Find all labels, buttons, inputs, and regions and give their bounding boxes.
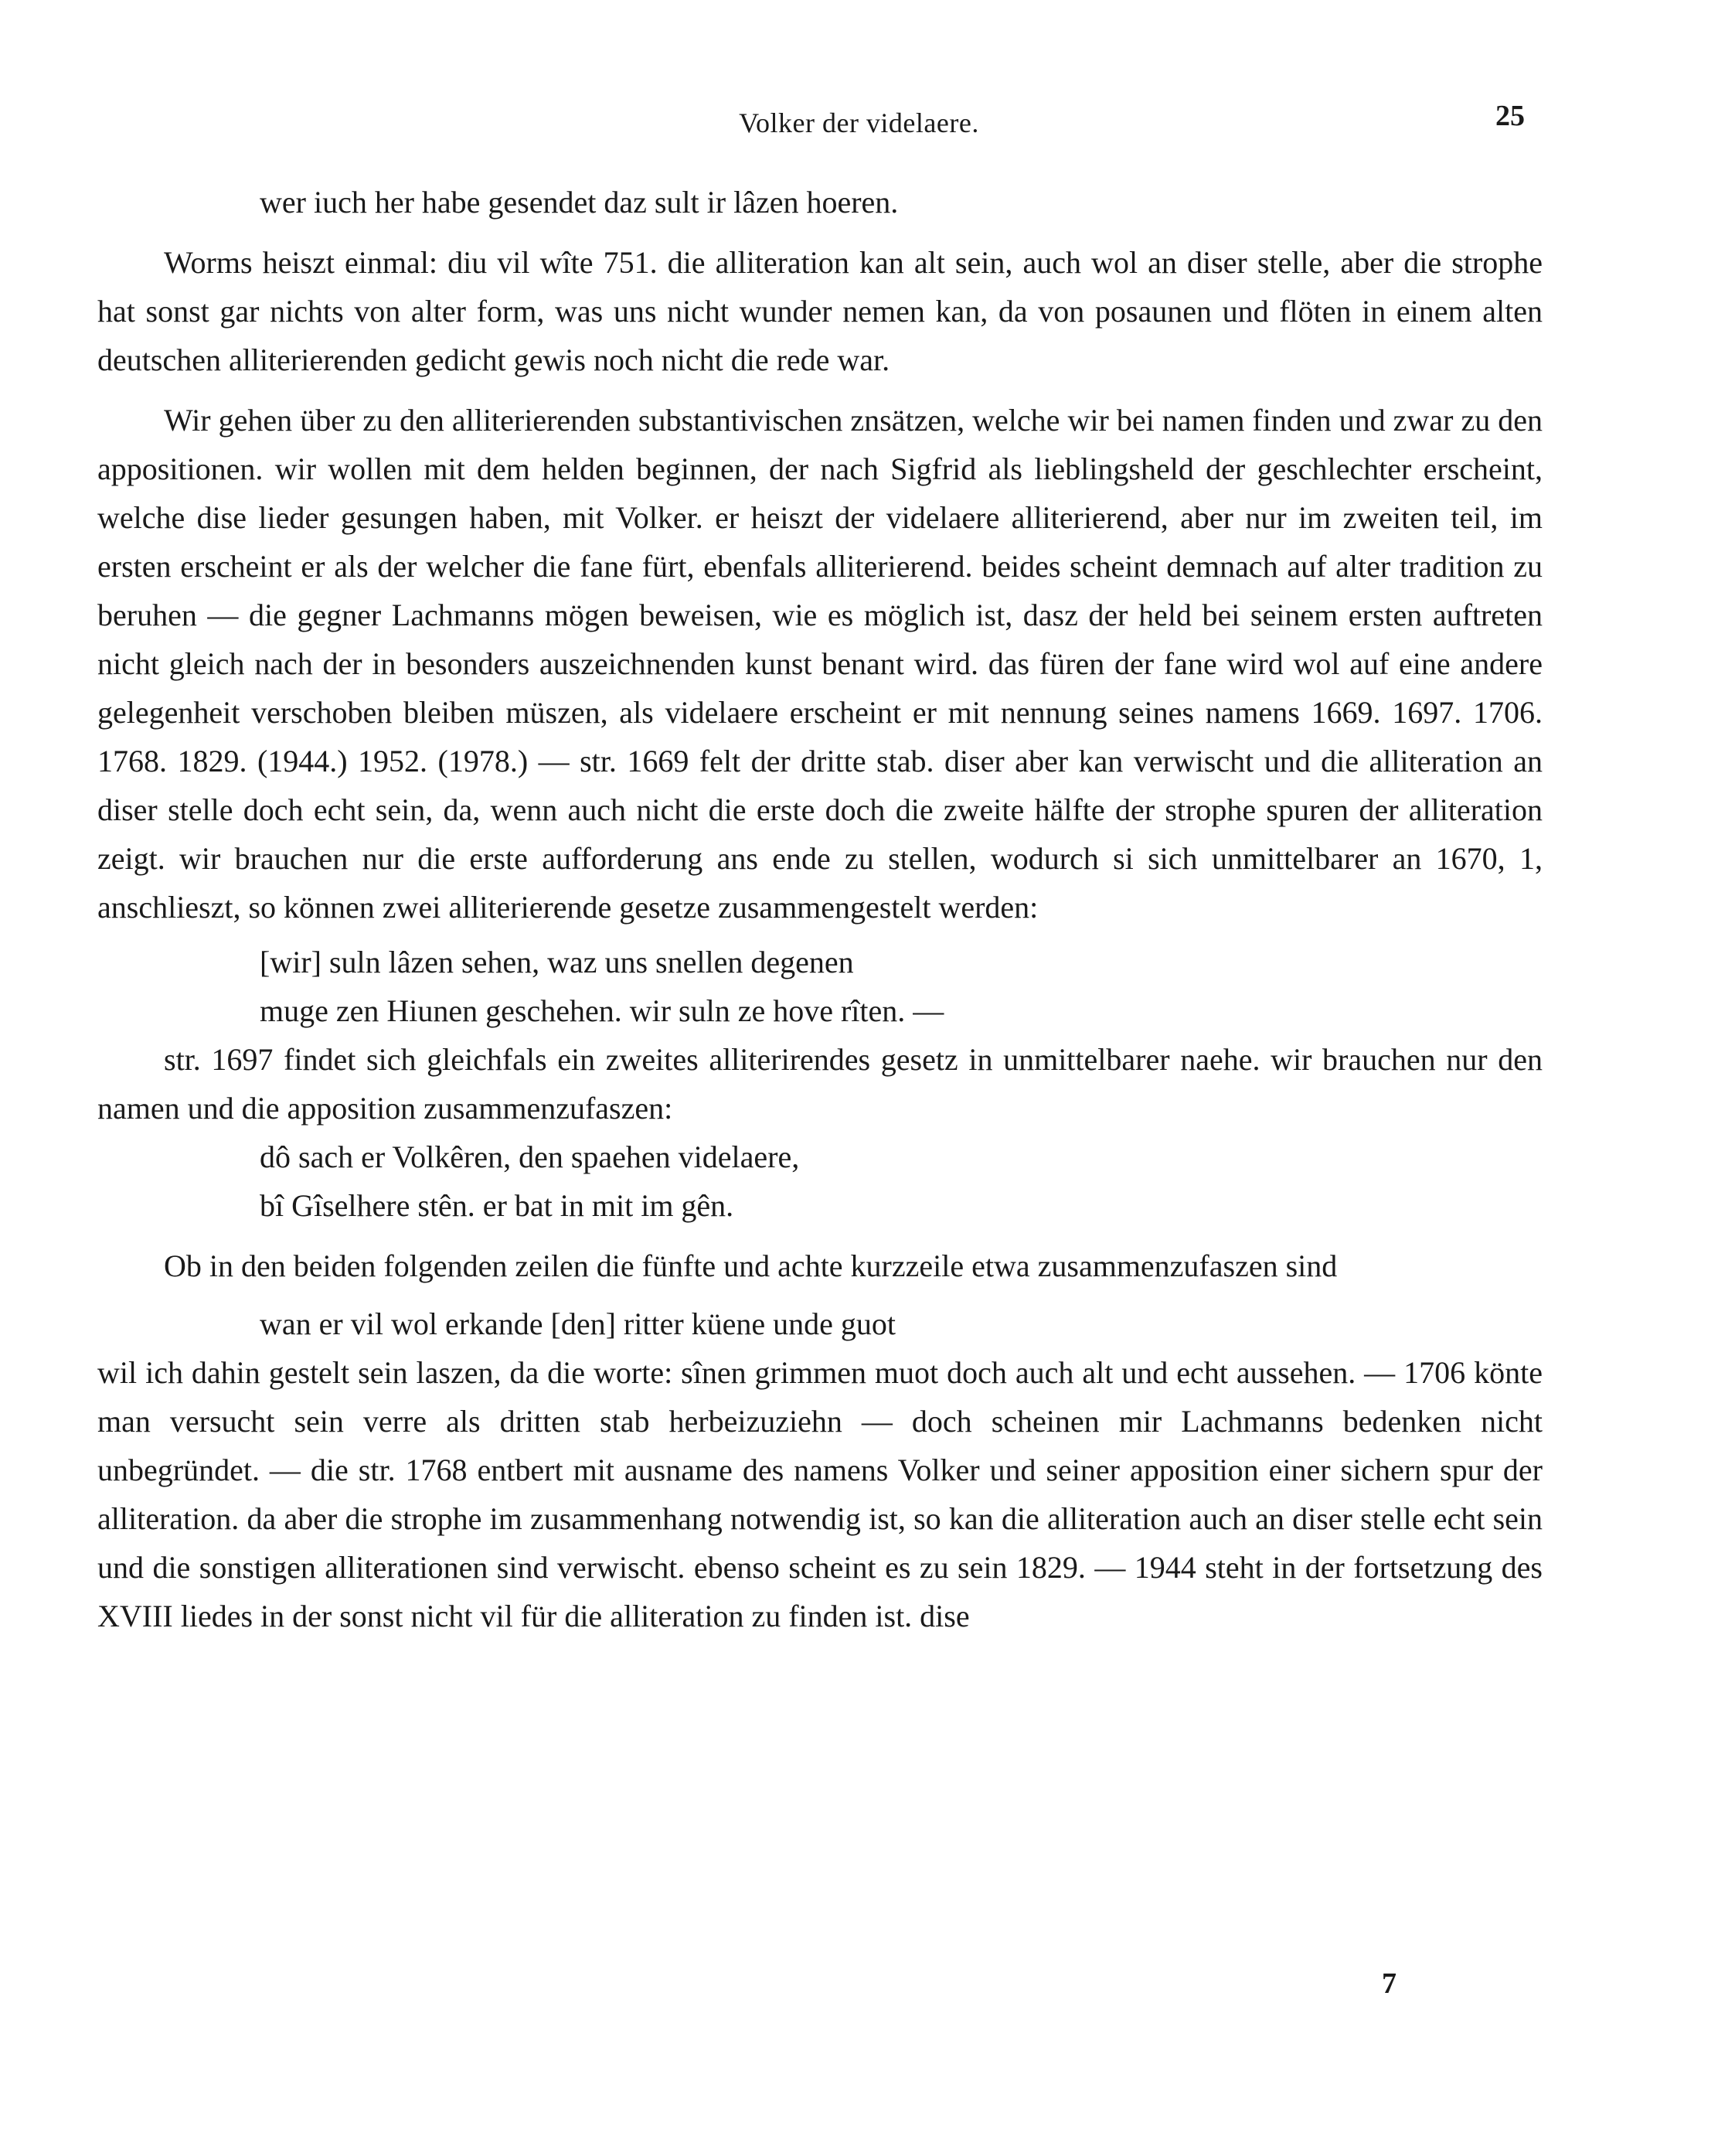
verse-line: [wir] suln lâzen sehen, waz uns snellen degenen bbox=[260, 945, 854, 979]
signature-mark: 7 bbox=[1382, 1967, 1397, 2000]
paragraph: wil ich dahin gestelt sein laszen, da die worte: sînen grimmen muot doch auch alt und echt aussehen. — 1706 könte man versucht sein verre als dritten stab herbeizuziehn — doch scheinen mir Lachmanns bedenken nicht unbegründet. — die str. 1768 entbert mit ausname des namens Volker und seiner apposition einer sichern spur der alliteration. da aber die strophe im zusammenhang notwendig ist, so kan die alliteration auch an diser stelle echt sein und die sonstigen alliterationen sind verwischt. ebenso scheint es zu sein 1829. — 1944 steht in der fortsetzung des XVIII liedes in der sonst nicht vil für die alliteration zu finden ist. dise bbox=[97, 1355, 1543, 1633]
paragraph: str. 1697 findet sich gleichfals ein zweites alliterirendes gesetz in unmittelbarer naehe. wir brauchen nur den namen und die apposition zusammenzufaszen: bbox=[97, 1042, 1543, 1126]
verse-line: wer iuch her habe gesendet daz sult ir lâzen hoeren. bbox=[260, 185, 899, 220]
paragraph: Worms heiszt einmal: diu vil wîte 751. die alliteration kan alt sein, auch wol an diser stelle, aber die strophe hat sonst gar nichts von alter form, was uns nicht wunder nemen kan, da von posaunen und flöten in einem alten deutschen alliterierenden gedicht gewis noch nicht die rede war. bbox=[97, 245, 1543, 377]
paragraph: Ob in den beiden folgenden zeilen die fünfte und achte kurzzeile etwa zusammenzufaszen sind bbox=[164, 1248, 1338, 1283]
page-number: 25 bbox=[1495, 100, 1525, 132]
paragraph: Wir gehen über zu den alliterierenden substantivischen znsätzen, welche wir bei namen finden und zwar zu den appositionen. wir wollen mit dem helden beginnen, der nach Sigfrid als lieblingsheld der geschlechter erscheint, welche dise lieder gesungen haben, mit Volker. er heiszt der videlaere alliterierend, aber nur im zweiten teil, im ersten erscheint er als der welcher die fane fürt, ebenfals alliterierend. beides scheint demnach auf alter tradition zu beruhen — die gegner Lachmanns mögen beweisen, wie es möglich ist, dasz der held bei seinem ersten auftreten nicht gleich nach der in besonders auszeichnenden kunst benant wird. das füren der fane wird wol auf eine andere gelegenheit verschoben bleiben müszen, als videlaere erscheint er mit nennung seines namens 1669. 1697. 1706. 1768. 1829. (1944.) 1952. (1978.) — str. 1669 felt der dritte stab. diser aber kan verwischt und die alliteration an diser stelle doch echt sein, da, wenn auch nicht die erste doch die zweite hälfte der strophe spuren der alliteration zeigt. wir brauchen nur die erste aufforderung ans ende zu stellen, wodurch si sich unmittelbarer an 1670, 1, anschlieszt, so können zwei alliterierende gesetze zusammengestelt werden: bbox=[97, 403, 1543, 925]
verse-line: bî Gîselhere stên. er bat in mit im gên. bbox=[260, 1188, 734, 1223]
body-text bbox=[97, 178, 1543, 1640]
verse-line: muge zen Hiunen geschehen. wir suln ze hove rîten. — bbox=[260, 993, 944, 1028]
running-head-title: Volker der videlaere. bbox=[739, 107, 979, 138]
verse-line: dô sach er Volkêren, den spaehen videlaere, bbox=[260, 1139, 800, 1174]
verse-line: wan er vil wol erkande [den] ritter küene unde guot bbox=[260, 1306, 896, 1341]
